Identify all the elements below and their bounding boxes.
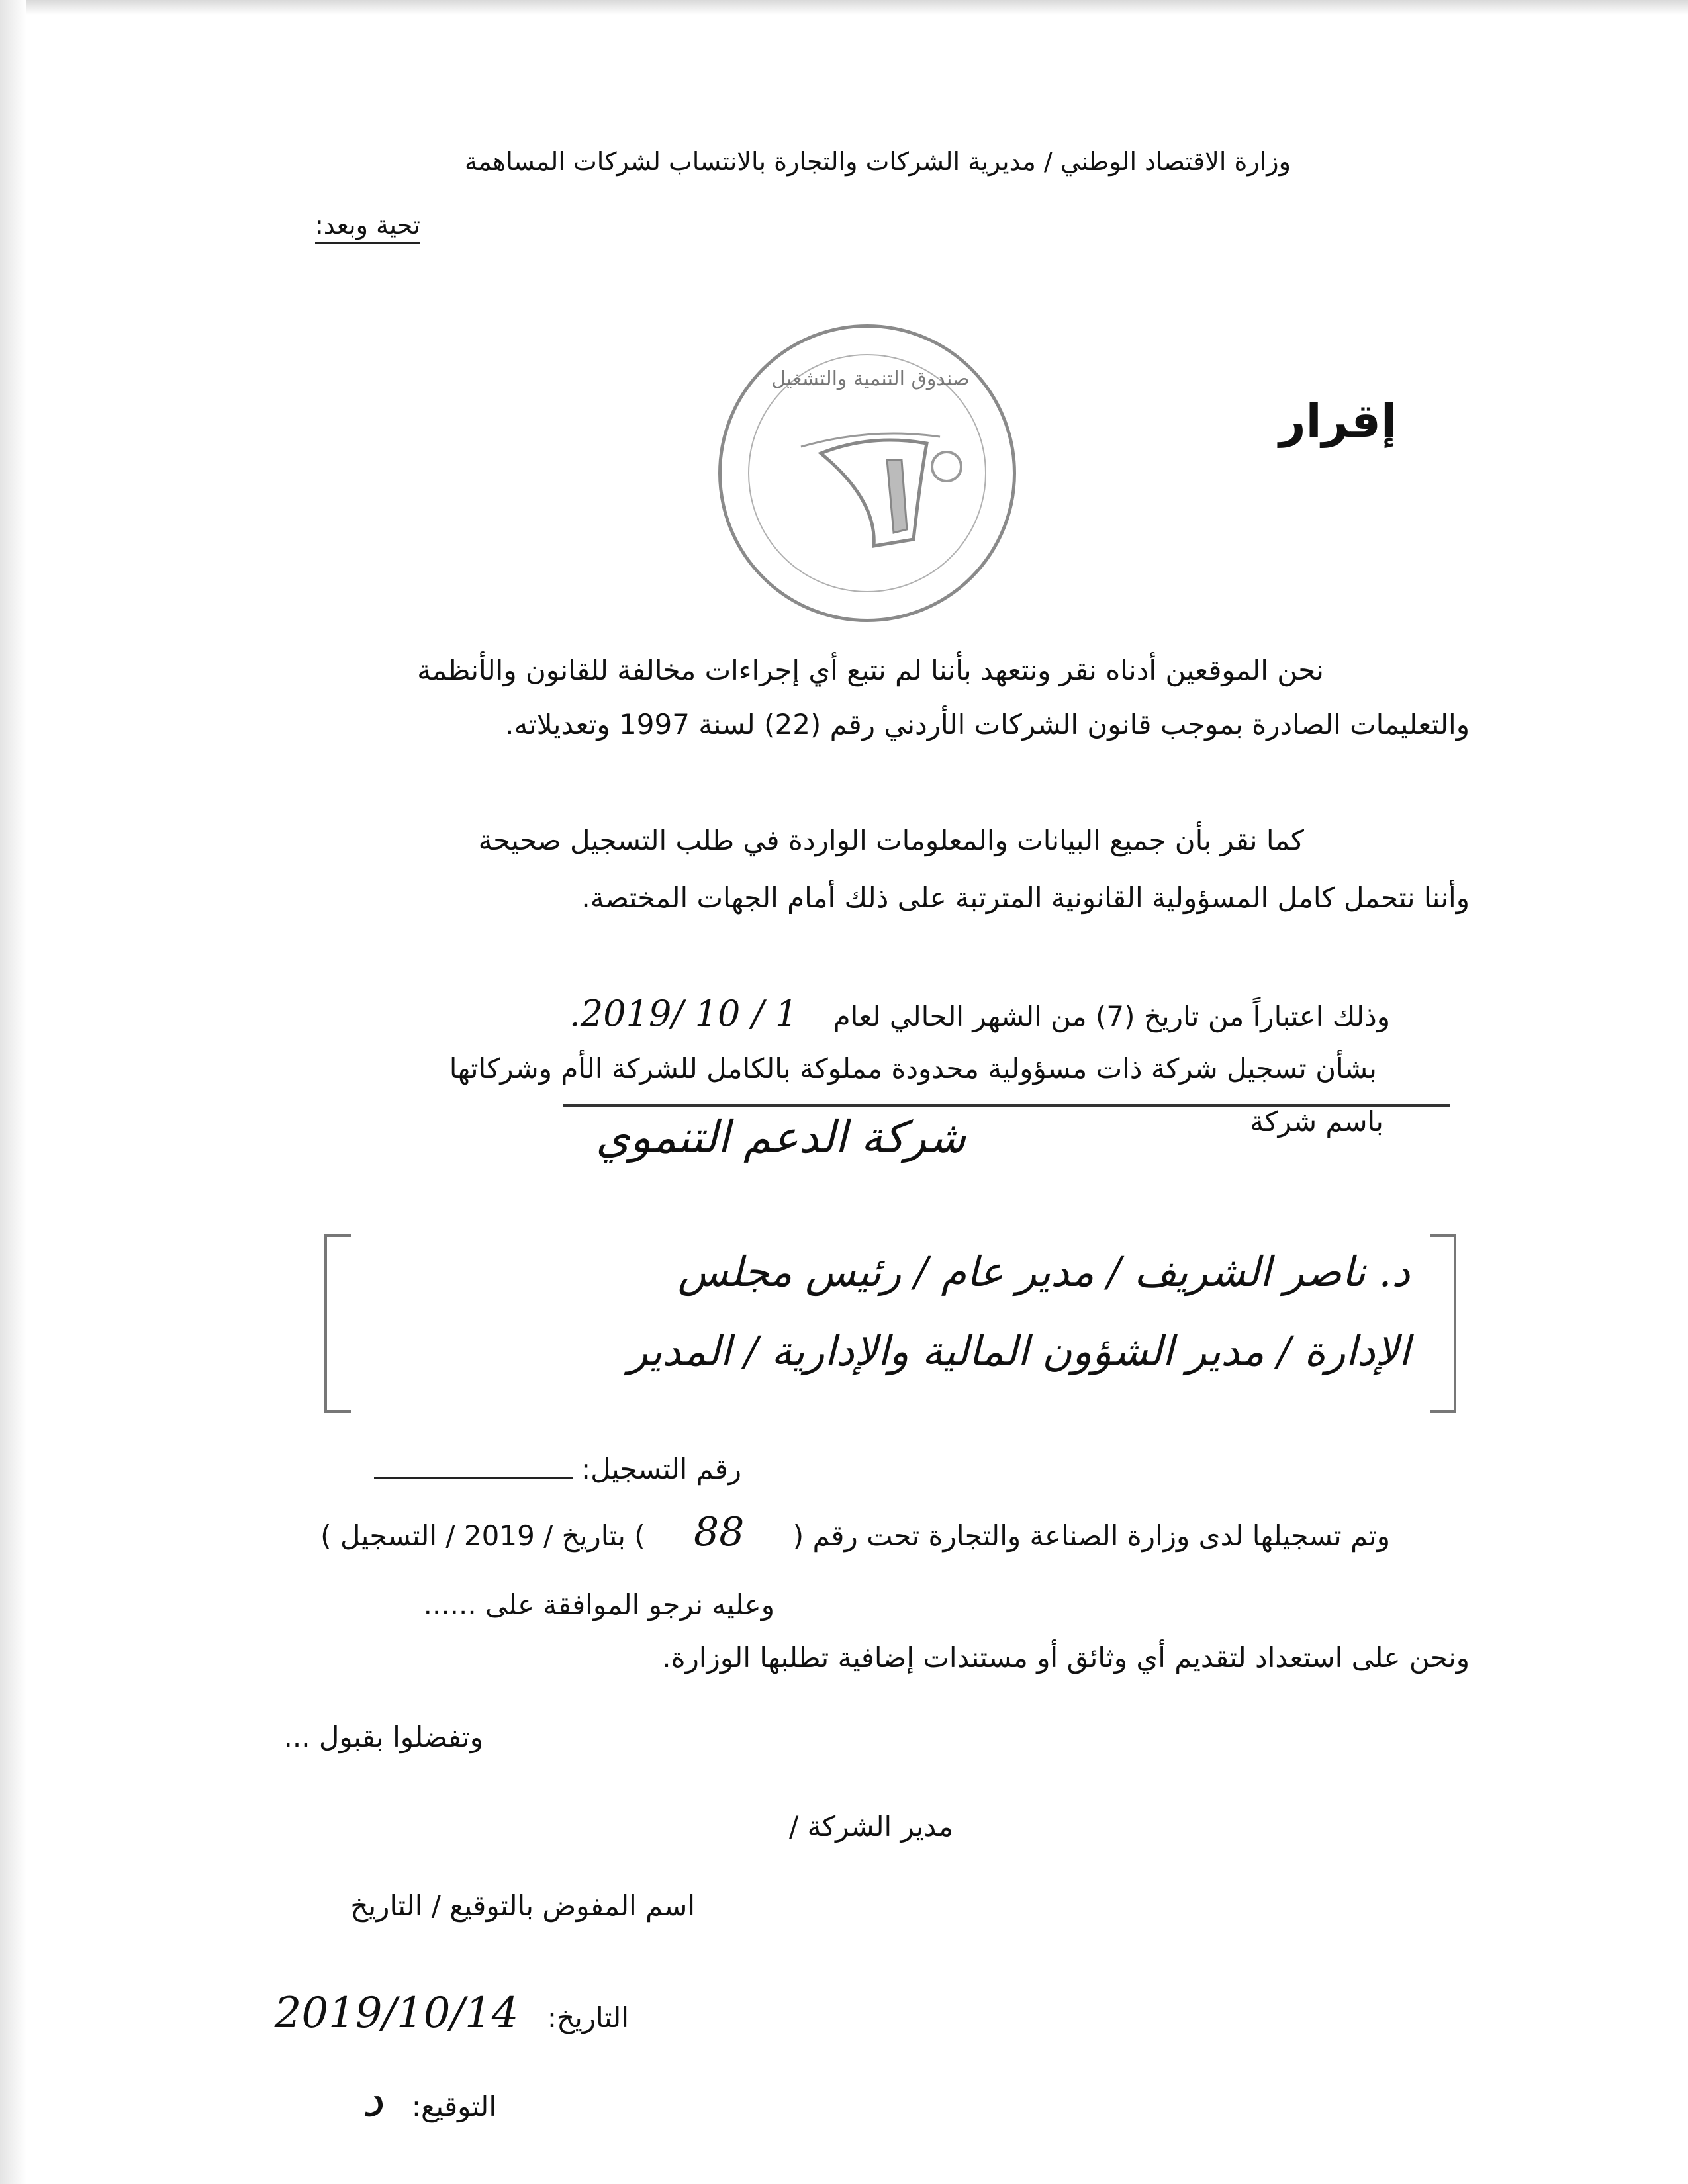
name-label: اسم المفوض بالتوقيع / التاريخ [350, 1889, 695, 1922]
header-line: وزارة الاقتصاد الوطني / مديرية الشركات والتجارة بالانتساب لشركات المساهمة [464, 147, 1291, 176]
closing-line: ونحن على استعداد لتقديم أي وثائق أو مستندات إضافية تطلبها الوزارة. [662, 1641, 1470, 1674]
footer-date-value: 2019/10/14 [274, 1989, 519, 2038]
registration-line [320, 1509, 1390, 1555]
company-name-line [1250, 1105, 1383, 1138]
registration-prefix: وتم تسجيلها لدى وزارة الصناعة والتجارة تحت رقم ( [792, 1520, 1390, 1552]
scan-edge [0, 0, 1688, 15]
registration-suffix: ) بتاريخ / 2019 / التسجيل ) [320, 1520, 645, 1552]
registration-label [374, 1453, 741, 1485]
date-clause [569, 993, 1390, 1034]
salutation: تحية وبعد: [315, 210, 420, 244]
handwritten-line: الإدارة / مدير الشؤون المالية والإدارية / المدير [628, 1327, 1410, 1375]
registration-blank [374, 1474, 573, 1479]
registration-label-text: رقم التسجيل: [581, 1453, 741, 1485]
footer-date-label: التاريخ: [547, 2001, 629, 2034]
paragraph-line: وأننا نتحمل كامل المسؤولية القانونية المترتبة على ذلك أمام الجهات المختصة. [581, 882, 1470, 914]
registration-number: 88 [694, 1509, 745, 1555]
handwritten-company-name: شركة الدعم التنموي [596, 1112, 966, 1163]
paragraph-line: كما نقر بأن جميع البيانات والمعلومات الواردة في طلب التسجيل صحيحة [478, 824, 1304, 856]
footer-date [275, 1989, 629, 2038]
seal-emblem-icon [722, 328, 1019, 625]
name-underline [563, 1104, 1450, 1107]
paragraph-line: نحن الموقعين أدناه نقر ونتعهد بأننا لم نتبع أي إجراءات مخالفة للقانون والأنظمة [417, 654, 1324, 686]
closing-line: وعليه نرجو الموافقة على ...... [423, 1588, 774, 1621]
official-stamp [718, 324, 1016, 622]
date-filled: 1 / 10 /2019. [569, 993, 798, 1034]
handwritten-box [324, 1234, 1456, 1413]
document-title: إقرار [1279, 394, 1397, 448]
stamp-text: صندوق التنمية والتشغيل [771, 367, 970, 390]
footer-signature [361, 2071, 496, 2127]
role-line: مدير الشركة / [789, 1810, 953, 1843]
company-name-label: باسم شركة [1250, 1105, 1383, 1138]
bracket-left [324, 1234, 351, 1413]
scan-edge-left [0, 0, 26, 2184]
footer-signature-label: التوقيع: [411, 2090, 496, 2122]
paragraph-line: والتعليمات الصادرة بموجب قانون الشركات الأردني رقم (22) لسنة 1997 وتعديلاته. [505, 708, 1470, 741]
signature-mark: د [361, 2071, 383, 2127]
company-clause-line: بشأن تسجيل شركة ذات مسؤولية محدودة مملوكة بالكامل للشركة الأم وشركاتها [449, 1052, 1377, 1085]
date-clause-text: وذلك اعتباراً من تاريخ (7) من الشهر الحالي لعام [833, 1000, 1390, 1032]
handwritten-line: د. ناصر الشريف / مدير عام / رئيس مجلس [677, 1248, 1410, 1296]
bracket-right [1430, 1234, 1456, 1413]
respect-line: وتفضلوا بقبول ... [283, 1721, 483, 1753]
